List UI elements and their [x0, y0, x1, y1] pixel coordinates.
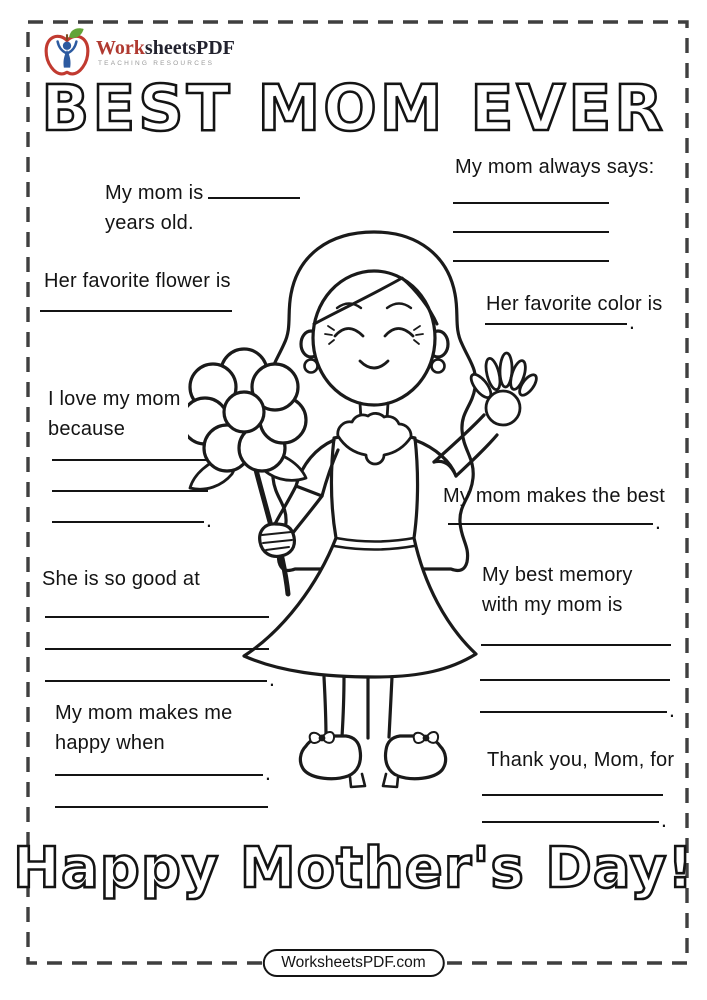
prompt-favorite-flower: Her favorite flower is: [44, 270, 231, 292]
blank-line: .: [55, 760, 271, 776]
prompt-mom-age-line2: years old.: [105, 212, 194, 234]
prompt-mom-age-line1: My mom is: [105, 182, 204, 204]
waving-hand: [468, 353, 540, 425]
blank-line: .: [45, 666, 275, 682]
bow-left: [310, 732, 334, 743]
prompt-love-because: I love my mom because: [48, 388, 181, 440]
logo-word-dark: sheetsPDF: [144, 37, 235, 59]
earring-right: [432, 360, 445, 373]
prompt-mom-age: [105, 176, 300, 238]
earring-left: [305, 360, 318, 373]
blank-line: [55, 792, 268, 808]
website-badge: WorksheetsPDF.com: [262, 949, 444, 977]
blank-line: .: [448, 509, 661, 525]
footer-title: Happy Mother's Day!: [13, 836, 694, 901]
blank-line: [40, 296, 232, 312]
blank-line: [453, 188, 609, 204]
blank-line: [480, 665, 670, 681]
prompt-always-says: My mom always says:: [455, 156, 655, 178]
logo-tagline: TEACHING RESOURCES: [98, 60, 215, 67]
blank-line: [45, 634, 269, 650]
apple-logo-icon: [44, 28, 90, 76]
logo-wordmark: [96, 37, 235, 59]
age-blank-line: [208, 176, 300, 199]
blank-line: [453, 217, 609, 233]
prompt-favorite-color: Her favorite color is: [486, 293, 663, 315]
blank-line: .: [480, 697, 675, 713]
prompt-best-memory: My best memory with my mom is: [482, 564, 633, 616]
blank-line: .: [52, 507, 212, 523]
prompt-happy-when: My mom makes me happy when: [55, 702, 233, 754]
blank-line: [481, 630, 671, 646]
prompt-thank-you: Thank you, Mom, for: [487, 749, 675, 771]
page-title: BEST MOM EVER: [41, 72, 666, 145]
blank-line: [45, 602, 269, 618]
leg-right: [368, 677, 392, 738]
flower-center: [224, 392, 264, 432]
blank-line: [482, 780, 663, 796]
logo-word-red: Work: [96, 37, 145, 59]
blank-line: [52, 445, 208, 461]
bow-right: [414, 732, 438, 743]
heel-left: [350, 774, 365, 787]
prompt-makes-best: My mom makes the best: [443, 485, 666, 507]
worksheetspdf-logo: [44, 28, 235, 76]
blank-line: .: [485, 309, 635, 325]
blank-line: [52, 476, 208, 492]
prompt-good-at: She is so good at: [42, 568, 200, 590]
blank-line: [453, 246, 609, 262]
leg-left: [324, 677, 344, 738]
blank-line: .: [482, 807, 667, 823]
